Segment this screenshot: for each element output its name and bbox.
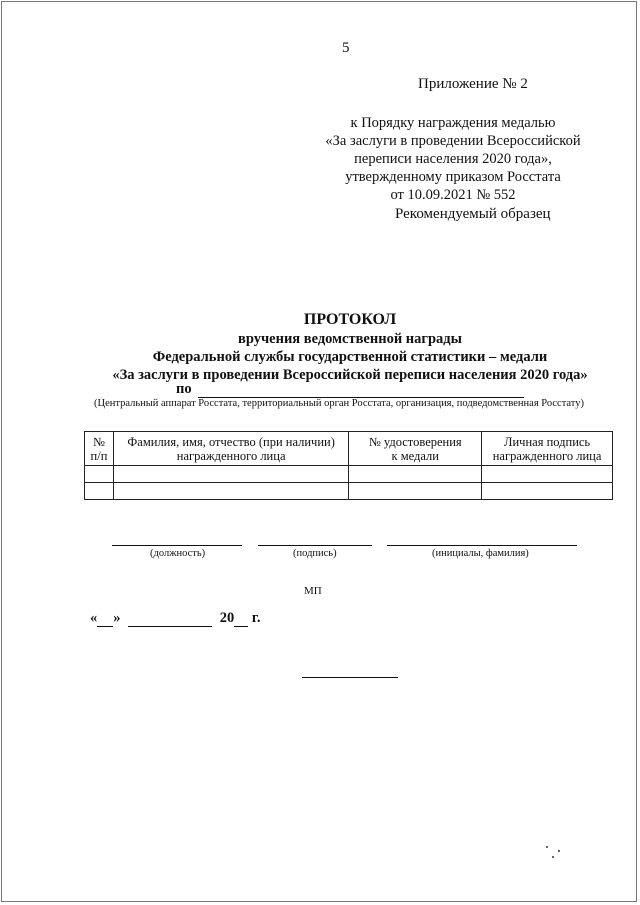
scan-speck — [552, 856, 554, 858]
document-title — [60, 310, 640, 384]
scan-speck — [546, 846, 548, 848]
appendix-line: «За заслуги в проведении Всероссийской — [325, 133, 581, 149]
date-close-quote: » — [113, 610, 121, 626]
day-blank[interactable] — [97, 614, 113, 627]
po-label: по — [176, 381, 192, 397]
name-caption: (инициалы, фамилия) — [432, 548, 529, 559]
title-line: вручения ведомственной награды — [238, 331, 462, 347]
name-line[interactable] — [387, 545, 577, 546]
table-row — [85, 466, 613, 483]
position-line[interactable] — [112, 545, 242, 546]
date-open-quote: « — [90, 610, 98, 626]
date-field — [90, 610, 260, 627]
table-cell[interactable] — [113, 483, 348, 500]
organization-caption: (Центральный аппарат Росстата, территориальный орган Росстата, организация, подведомственная Росстату) — [94, 398, 584, 409]
header-personal-signature: Личная подпись награжденного лица — [482, 432, 613, 466]
signature-line[interactable] — [258, 545, 372, 546]
appendix-number: Приложение № 2 — [418, 76, 528, 92]
table-cell[interactable] — [482, 483, 613, 500]
title-main: ПРОТОКОЛ — [303, 311, 397, 328]
stamp-label: МП — [304, 585, 322, 597]
bottom-rule — [302, 677, 398, 678]
year-suffix: г. — [251, 610, 261, 626]
table-cell[interactable] — [349, 466, 482, 483]
table-cell[interactable] — [349, 483, 482, 500]
title-line: Федеральной службы государственной статистики – медали — [152, 349, 548, 365]
awards-table — [84, 431, 613, 500]
position-caption: (должность) — [150, 548, 206, 559]
table-cell[interactable] — [85, 483, 114, 500]
year-prefix: 20 — [219, 610, 235, 626]
organization-field — [176, 381, 524, 398]
appendix-line: утвержденному приказом Росстата — [345, 169, 561, 185]
organization-blank[interactable] — [198, 383, 524, 398]
scan-speck — [558, 850, 560, 852]
appendix-reference — [320, 114, 586, 204]
header-certificate-number: № удостоверения к медали — [349, 432, 482, 466]
year-blank[interactable] — [234, 614, 248, 627]
month-blank[interactable] — [128, 614, 212, 627]
table-cell[interactable] — [482, 466, 613, 483]
page-number: 5 — [342, 40, 350, 56]
table-cell[interactable] — [85, 466, 114, 483]
title-line: «За заслуги в проведении Всероссийской переписи населения 2020 года» — [112, 367, 588, 383]
appendix-line: к Порядку награждения медалью — [350, 115, 556, 131]
header-full-name: Фамилия, имя, отчество (при наличии) награжденного лица — [113, 432, 348, 466]
table-header-row — [85, 432, 613, 466]
table-cell[interactable] — [113, 466, 348, 483]
header-number: № п/п — [85, 432, 114, 466]
signature-caption: (подпись) — [293, 548, 337, 559]
appendix-line: от 10.09.2021 № 552 — [390, 187, 516, 203]
table-row — [85, 483, 613, 500]
appendix-line: переписи населения 2020 года», — [354, 151, 552, 167]
sample-label: Рекомендуемый образец — [395, 206, 551, 222]
